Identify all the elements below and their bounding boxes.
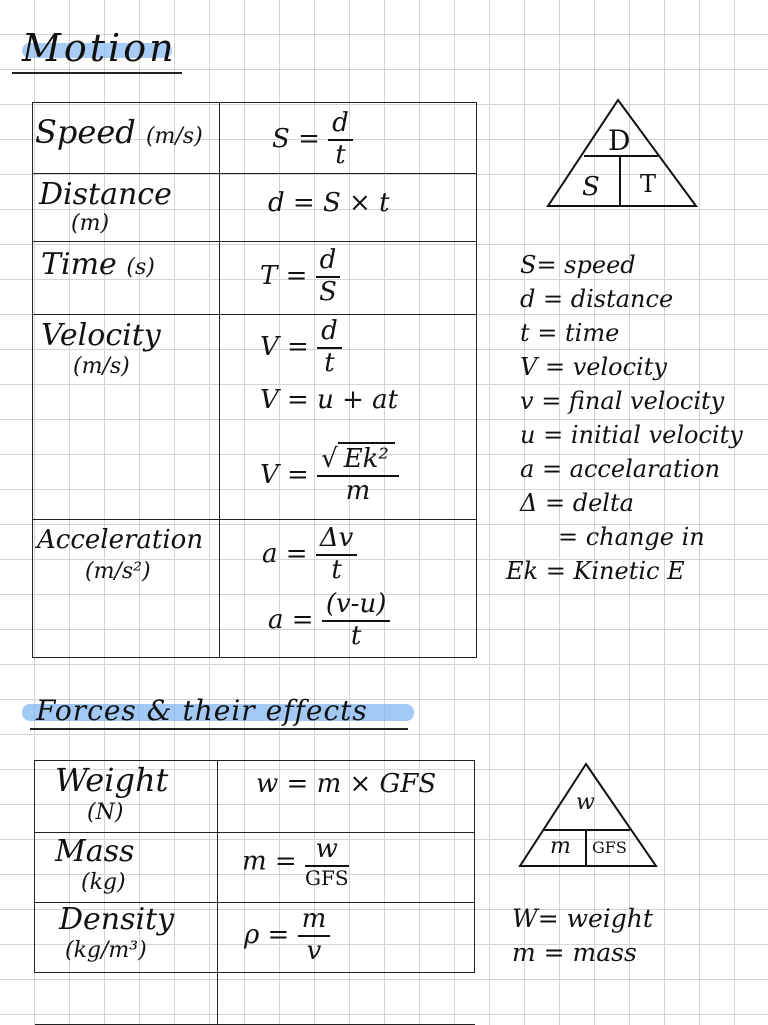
density-label: Density: [59, 902, 175, 937]
distance-formula-cell: [220, 174, 477, 242]
weight-label-cell: [35, 761, 218, 833]
velocity-formula-2: V = u + at: [260, 385, 399, 415]
acceleration-formula-cell: [220, 520, 477, 658]
velocity-label-cell: [33, 315, 220, 520]
legend-final-velocity: v = final velocity: [520, 387, 725, 415]
distance-formula: d = S × t: [268, 188, 390, 218]
weight-formula-cell: [218, 761, 475, 833]
velocity-unit: (m/s): [73, 354, 130, 379]
forces-heading-underline: [30, 728, 408, 730]
distance-unit: (m): [71, 211, 110, 236]
motion-triangle-left: S: [582, 172, 600, 202]
weight-triangle-right: GFS: [592, 838, 627, 857]
legend-distance: d = distance: [520, 285, 674, 313]
legend-mass: m = mass: [512, 938, 637, 967]
legend-change-in: = change in: [558, 523, 705, 551]
legend-speed: S= speed: [520, 251, 636, 279]
motion-heading-underline: [12, 72, 182, 74]
density-formula: ρ = $\frac{m}{v}$: [244, 905, 330, 967]
speed-formula-cell: [220, 103, 477, 174]
motion-legend: [506, 248, 743, 588]
density-label-cell: [35, 903, 218, 973]
velocity-formula-3: V = $\frac{\text{√ Ek²}}{m}$: [260, 445, 399, 507]
distance-label: Distance: [39, 177, 172, 212]
mass-formula: m = $\frac{w}{\text{GFS}}$: [242, 834, 349, 890]
motion-triangle-right: T: [640, 170, 657, 198]
speed-label: Speed (m/s): [35, 113, 203, 151]
acceleration-formula-1: a = $\frac{\Delta v}{t}$: [262, 524, 357, 586]
forces-table: [34, 760, 475, 1025]
acceleration-label: Acceleration: [37, 525, 204, 555]
legend-acceleration: a = accelaration: [520, 455, 721, 483]
motion-triangle-top: D: [608, 124, 631, 157]
forces-heading: Forces & their effects: [36, 694, 368, 727]
weight-unit: (N): [87, 800, 124, 825]
mass-unit: (kg): [81, 870, 126, 895]
legend-velocity: V = velocity: [520, 353, 667, 381]
time-label: Time (s): [41, 247, 155, 282]
speed-formula: S = $\frac{d}{t}$: [272, 109, 353, 171]
legend-initial-velocity: u = initial velocity: [520, 421, 743, 449]
weight-triangle-diagram: [518, 762, 658, 868]
velocity-formula-1: V = $\frac{d}{t}$: [260, 317, 342, 379]
empty-label-cell: [35, 973, 218, 1025]
legend-kinetic-energy: Ek = Kinetic E: [506, 557, 685, 585]
time-formula-cell: [220, 242, 477, 315]
weight-triangle-left: m: [550, 834, 571, 859]
legend-weight: W= weight: [512, 904, 653, 933]
forces-legend: [512, 902, 653, 970]
density-formula-cell: [218, 903, 475, 973]
mass-label-cell: [35, 833, 218, 903]
empty-formula-cell: [218, 973, 475, 1025]
time-formula: T = $\frac{d}{S}$: [260, 246, 340, 308]
weight-triangle-top: w: [576, 790, 595, 815]
legend-time: t = time: [520, 319, 620, 347]
mass-label: Mass: [55, 834, 135, 869]
legend-delta: Δ = delta: [520, 489, 634, 517]
velocity-formula-cell: [220, 315, 477, 520]
mass-formula-cell: [218, 833, 475, 903]
acceleration-unit: (m/s²): [85, 559, 151, 584]
motion-table: [32, 102, 477, 658]
speed-label-cell: [33, 103, 220, 174]
distance-label-cell: [33, 174, 220, 242]
time-label-cell: [33, 242, 220, 315]
velocity-label: Velocity: [41, 318, 161, 353]
acceleration-formula-2: a = $\frac{(v-u)}{t}$: [268, 590, 390, 652]
density-unit: (kg/m³): [65, 938, 147, 963]
motion-heading: Motion: [22, 26, 177, 70]
acceleration-label-cell: [33, 520, 220, 658]
weight-formula: w = m × GFS: [256, 769, 437, 799]
weight-label: Weight: [55, 761, 169, 799]
